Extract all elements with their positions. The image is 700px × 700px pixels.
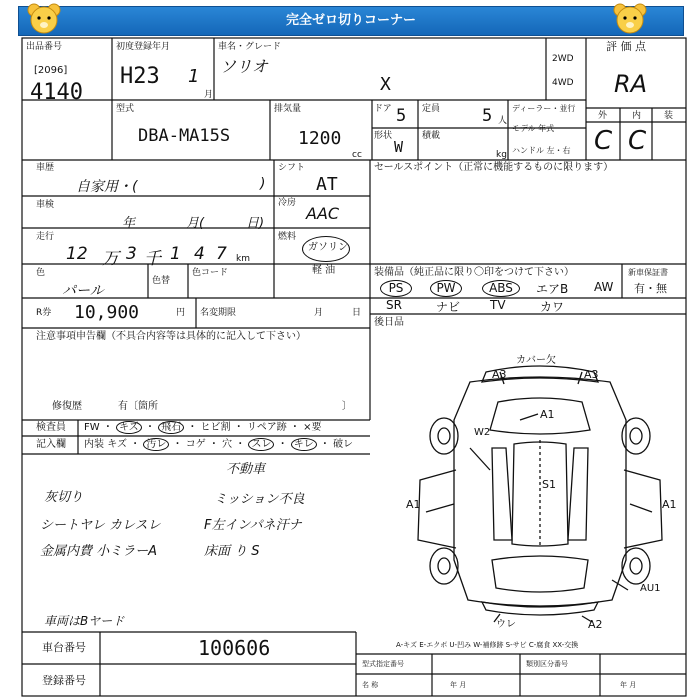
remark-left: 灰切り [44, 490, 84, 505]
shift-label: シフト [278, 163, 306, 173]
damage-legend: A-キズ E-エクボ U-凹み W-補修跡 S-サビ C-腐食 XX-交換 [396, 641, 579, 649]
car-name: ソリオ [220, 57, 268, 76]
shape-value: W [394, 138, 404, 156]
int-label: 内 [632, 111, 642, 121]
mileage-digit: 3 [126, 244, 137, 264]
color-code-label: 色コード [192, 268, 229, 278]
damage-mark: A1 [662, 498, 677, 511]
damage-mark: A1 [540, 408, 555, 421]
damage-mark: ウレ [496, 619, 516, 630]
footer-name-label: 名 称 [362, 681, 379, 689]
inspect-year-unit: 年 [122, 216, 136, 231]
reg-label: 初度登録年月 [116, 42, 171, 52]
mileage-digit: 12 [66, 244, 88, 264]
inspector-item: FW [84, 422, 100, 433]
inspector-item: キズ [107, 439, 127, 450]
remark-right: 床面 り S [204, 544, 260, 559]
inspector-label: 検査員 [36, 422, 66, 433]
damage-mark: A3 [584, 368, 599, 381]
inspector-note-label: 記入欄 [36, 439, 66, 450]
mileage-unit: km [236, 254, 250, 264]
damage-mark: AU1 [640, 583, 661, 594]
inspect-day-unit: 日) [246, 216, 265, 231]
door-value: 5 [396, 106, 407, 126]
equip-item: ナビ [436, 300, 461, 314]
repair-history-label: 修復歴 [52, 401, 82, 412]
inspector-row2: 内装 キズ ・ 汚レ ・ コゲ ・ 穴 ・ スレ ・ キレ ・ 破レ [84, 439, 354, 450]
load-unit: kg [496, 150, 507, 160]
load-label: 積載 [422, 131, 441, 141]
inspector-item: 飛石 [158, 421, 184, 434]
equip-item: PW [430, 280, 462, 297]
use-value: 自家用・( [76, 179, 138, 195]
inspector-item: ヒビ割 [200, 422, 231, 433]
footer-class-no-label: 類別区分番号 [526, 660, 568, 668]
footer-date-label: 年 月 [450, 681, 467, 689]
chassis-label: 車台番号 [42, 641, 86, 654]
fuel-diesel: 軽 油 [312, 265, 336, 276]
new-warranty-label: 新車保証書 [628, 268, 668, 277]
fuel-label: 燃料 [278, 232, 297, 242]
mileage-label: 走行 [36, 232, 55, 242]
equip-item: ABS [482, 280, 520, 297]
model-value: DBA-MA15S [138, 126, 231, 146]
equip-item: AW [594, 280, 614, 294]
inspector-item: 穴 [222, 439, 233, 450]
lot-label: 出品番号 [26, 42, 63, 52]
inspector-item: 破レ [333, 439, 354, 450]
ac-value: AAC [306, 204, 340, 223]
inspector-item: キズ [116, 421, 142, 434]
recycle-label: R券 [36, 308, 52, 318]
damage-mark: A1 [406, 498, 421, 511]
use-close-paren: ) [260, 176, 266, 192]
reg-year: H23 [120, 64, 160, 89]
shape-label: 形状 [374, 131, 393, 141]
car-name-label: 車名・グレード [218, 42, 282, 52]
footer-type-no-label: 型式指定番号 [362, 660, 404, 668]
lot-number: 4140 [30, 80, 83, 105]
color-label: 色 [36, 268, 46, 278]
ext-label: 外 [598, 111, 608, 121]
reg-month: 1 [188, 66, 200, 87]
later-items-label: 後日品 [374, 317, 404, 328]
drive-4wd: 4WD [552, 78, 574, 88]
banner-title: 完全ゼロ切りコーナー [18, 6, 684, 36]
ac-label: 冷房 [278, 198, 297, 208]
remark-right: F左インパネ汗ナ [204, 518, 302, 533]
handle-label: ハンドル 左・右 [512, 146, 571, 155]
fuel-gas: ガソリン [308, 242, 348, 253]
new-warranty-value: 有・無 [634, 282, 667, 295]
damage-mark: W2 [474, 427, 491, 438]
expiry-label: 名変期限 [200, 308, 237, 318]
mileage-digit: 1 [170, 244, 181, 264]
inspector-item: コゲ [185, 439, 206, 450]
remark-right: 不動車 [226, 462, 266, 477]
inspector-item: スレ [248, 438, 274, 451]
door-label: ドア [374, 104, 392, 114]
inspect-month-unit: 月( [186, 216, 205, 231]
equip-item: エアB [536, 282, 569, 296]
inspector-item: キレ [291, 438, 317, 451]
reg-month-unit: 月 [204, 90, 214, 100]
mileage-digit: 4 [194, 244, 205, 264]
ext-grade: C [594, 126, 613, 156]
notes-title: 注意事項申告欄（不具合内容等は具体的に記入して下さい） [36, 331, 306, 342]
shift-value: AT [316, 174, 338, 195]
inspector-item: 内装 [84, 439, 104, 450]
model-label: 型式 [116, 104, 135, 114]
drive-2wd: 2WD [552, 54, 574, 64]
inspector-item: ×要 [303, 422, 322, 433]
equip-item: カワ [540, 300, 565, 314]
remark-left: 金属内費 小ミラーA [40, 544, 158, 559]
mileage-digit: 7 [216, 244, 227, 264]
repair-history-close: 〕 [342, 401, 352, 412]
inspector-row1: FW ・ キズ ・ 飛石 ・ ヒビ割 ・ リペア跡 ・ ×要 [84, 422, 322, 433]
remark-right: ミッション不良 [214, 492, 305, 507]
equip-item: PS [380, 280, 412, 297]
inspect-label: 車検 [36, 200, 55, 210]
remark-left: シートヤレ カレスレ [40, 518, 161, 533]
color-change-label: 色替 [152, 276, 171, 286]
inspector-item: リペア跡 [246, 422, 287, 433]
eval-label: 評 価 点 [606, 40, 646, 53]
equip-grade-label: 装 [664, 111, 674, 121]
cap-unit: 人 [498, 116, 508, 126]
equipment-title: 装備品（純正品に限り〇印をつけて下さい） [374, 267, 574, 278]
car-grade: X [380, 74, 391, 95]
eval-value: RA [614, 70, 648, 98]
footer-date-label: 年 月 [620, 681, 637, 689]
model-year-label: モデル 年式 [512, 124, 555, 133]
cap-label: 定員 [422, 104, 441, 114]
int-grade: C [628, 126, 647, 156]
recycle-amount: 10,900 [74, 302, 140, 323]
mileage-digit: 万 [102, 249, 119, 269]
damage-mark: A2 [588, 618, 603, 631]
chassis-value: 100606 [198, 636, 271, 660]
damage-mark: A3 [492, 368, 507, 381]
repair-history-value: 有〔箇所 [118, 401, 158, 412]
cap-value: 5 [482, 106, 493, 126]
mileage-digit: 千 [144, 249, 161, 269]
damage-mark: S1 [542, 478, 556, 491]
damage-mark: カバー欠 [516, 355, 556, 366]
lot-code: [2096] [34, 65, 68, 76]
expiry-day-unit: 日 [352, 308, 362, 318]
expiry-month-unit: 月 [314, 308, 324, 318]
disp-label: 排気量 [274, 104, 302, 114]
equip-item: SR [386, 298, 402, 312]
equip-item: TV [490, 298, 506, 312]
color-value: パール [62, 283, 104, 299]
recycle-unit: 円 [176, 308, 186, 318]
disp-value: 1200 [298, 128, 342, 149]
dealer-label: ディーラー・並行 [512, 104, 576, 113]
use-label: 車歴 [36, 163, 55, 173]
remark-bottom: 車両はBヤード [44, 614, 125, 628]
disp-unit: cc [352, 150, 362, 160]
sales-point-label: セールスポイント（正常に機能するものに限ります） [374, 162, 614, 173]
inspector-item: 汚レ [143, 438, 169, 451]
registry-label: 登録番号 [42, 674, 86, 687]
